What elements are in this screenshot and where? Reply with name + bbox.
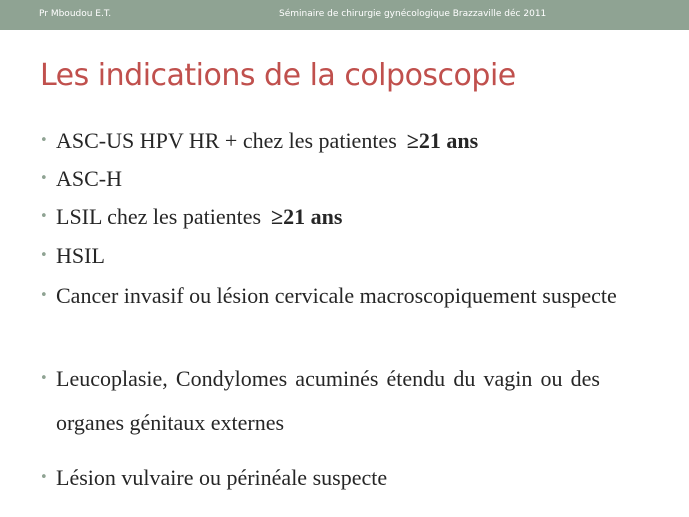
- header-seminar: Séminaire de chirurgie gynécologique Brazzaville déc 2011: [279, 9, 547, 19]
- bullet-item-lesion-vulvaire: [40, 463, 660, 493]
- bullet-dot-icon: •: [40, 288, 48, 303]
- bullet-item-cancer: [40, 281, 642, 311]
- bullet-dot-icon: •: [40, 371, 48, 386]
- bullet-item-asc-h: [40, 164, 660, 194]
- bullet-dot-icon: •: [40, 470, 48, 485]
- bullet-emphasis: ≥21 ans: [271, 204, 343, 229]
- bullet-dot-icon: •: [40, 133, 48, 148]
- bullet-dot-icon: •: [40, 209, 48, 224]
- bullet-text-asc-h: ASC-H: [56, 166, 123, 191]
- bullet-text-cancer: Cancer invasif ou lésion cervicale macroscopiquement suspecte: [56, 283, 617, 308]
- bullet-text-leucoplasie: Leucoplasie, Condylomes acuminés étendu du vagin ou des organes génitaux externes: [56, 366, 600, 435]
- bullet-dot-icon: •: [40, 248, 48, 263]
- slide-title: Les indications de la colposcopie: [40, 58, 516, 93]
- bullet-item-asc-us: [40, 126, 660, 156]
- bullet-dot-icon: •: [40, 171, 48, 186]
- bullet-label: LSIL chez les patientes: [56, 204, 262, 229]
- header-author: Pr Mboudou E.T.: [39, 9, 112, 19]
- header-bar: [0, 0, 689, 30]
- bullet-item-hsil: [40, 241, 660, 271]
- bullet-text-asc-us: [56, 126, 660, 156]
- bullet-emphasis: ≥21 ans: [406, 128, 479, 153]
- bullet-item-leucoplasie: [40, 357, 600, 445]
- bullet-text-lesion-vulvaire: Lésion vulvaire ou périnéale suspecte: [56, 465, 388, 490]
- bullet-text-hsil: HSIL: [56, 243, 105, 268]
- bullet-label: ASC-US HPV HR + chez les patientes: [56, 128, 397, 153]
- bullet-text-lsil: [56, 202, 660, 232]
- bullet-item-lsil: [40, 202, 660, 232]
